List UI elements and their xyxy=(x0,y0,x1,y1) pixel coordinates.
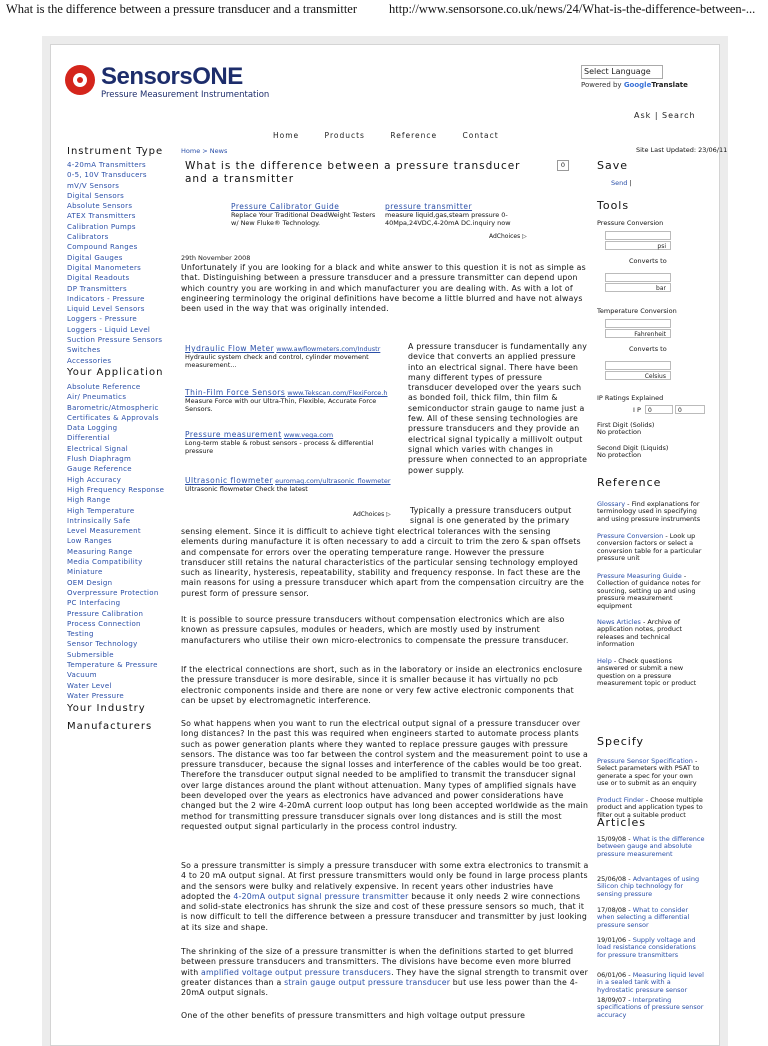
article-paragraph-3-start: Typically a pressure transducers output signal is one generated by the primary xyxy=(410,506,572,526)
article-paragraph-7 xyxy=(181,861,589,933)
instrument-type-link[interactable]: ATEX Transmitters xyxy=(67,212,136,221)
product-finder-link[interactable]: Product Finder xyxy=(597,796,644,804)
article-date: 19/01/06 xyxy=(597,936,627,944)
instrument-type-link[interactable]: Digital Readouts xyxy=(67,274,130,283)
article-title: What is the difference between a pressure transducer and a transmitter xyxy=(185,160,521,185)
site-last-updated: Site Last Updated: 23/06/11 xyxy=(636,146,728,154)
link-amplified-voltage-output[interactable]: amplified voltage output pressure transducers xyxy=(201,967,392,977)
ad-thin-film-force-sensors[interactable] xyxy=(185,389,403,413)
ip-ratings-heading: IP Ratings Explained xyxy=(597,394,664,402)
help-link[interactable]: Help xyxy=(597,657,612,665)
temperature-input[interactable] xyxy=(605,319,671,328)
instrument-type-list xyxy=(67,160,162,366)
first-digit-info xyxy=(597,422,705,437)
ask-search-links[interactable]: Ask | Search xyxy=(634,111,696,120)
breadcrumb[interactable]: Home > News xyxy=(181,147,228,155)
paragraph-text: So a pressure transmitter is simply a pressure transducer with some extra electronics to transmit a 4 to 20 mA output signal. At first pressure transmitters would only be found in large process plants and the sensors were bulky and relatively expensive. In recent years other industries have adopted the xyxy=(181,861,589,901)
article-link[interactable]: 18/09/07 - Interpreting specifications of pressure sensor accuracy xyxy=(597,996,704,1019)
instrument-type-link[interactable]: Calibrators xyxy=(67,233,109,242)
reference-text: - Archive of application notes, product releases and technical information xyxy=(597,618,683,649)
application-link[interactable]: Water Pressure xyxy=(67,691,125,700)
paragraph-text: The shrinking of the size of a pressure transmitter is when the definitions started to get blurred between pressure transducers and transmitters. The divisions have become even more blurred with xyxy=(181,947,574,977)
ip-second-digit-select[interactable]: 0 xyxy=(675,405,705,414)
temperature-to-unit-select[interactable]: Celsius xyxy=(605,371,671,380)
application-link[interactable]: OEM Design xyxy=(67,578,113,587)
ad-text: Hydraulic system check and control, cylinder movement measurement... xyxy=(185,353,369,369)
pressure-input[interactable] xyxy=(605,231,671,240)
industry-heading[interactable]: Your Industry xyxy=(67,703,146,714)
second-digit-value: No protection xyxy=(597,451,642,460)
instrument-type-link[interactable]: Calibration Pumps xyxy=(67,222,136,231)
ad-pressure-transmitter[interactable] xyxy=(385,203,535,227)
article-paragraph-4: It is possible to source pressure transducers without compensation electronics which are also known as pressure capsules, modules or headers, which are mostly used by instrument manufacturers who utilise their own micro-electronics to compensate the pressure transducer. xyxy=(181,615,569,645)
save-heading: Save xyxy=(597,159,629,172)
google-label: Google xyxy=(623,81,652,89)
measuring-guide-link[interactable]: Pressure Measuring Guide xyxy=(597,572,682,580)
application-link[interactable]: Absolute Reference xyxy=(67,383,141,391)
ad-pressure-calibrator[interactable] xyxy=(231,203,381,227)
application-link[interactable]: Media Compatibility xyxy=(67,558,143,567)
ad-text: Replace Your Traditional DeadWeight Testers w/ New Fluke® Technology. xyxy=(231,211,376,227)
specify-text: - Select parameters with PSAT to generate a spec for your own use or to submit as an enquiry xyxy=(597,757,700,788)
application-link[interactable]: Certificates & Approvals xyxy=(67,413,159,422)
sensor-specification-link[interactable]: Pressure Sensor Specification xyxy=(597,757,693,765)
temperature-conversion-label: Temperature Conversion xyxy=(597,307,677,315)
application-link[interactable]: Overpressure Protection xyxy=(67,588,159,597)
article-paragraph-5: If the electrical connections are short, such as in the laboratory or inside an electronics enclosure the pressure transducer is more desirable, since it is smaller because it has virtually no pcb electronic components inside and there are none or very few active electronic components that can be upset by electromagnetic interference. xyxy=(181,665,583,705)
temperature-from-unit-select[interactable]: Fahrenheit xyxy=(605,329,671,338)
instrument-type-link[interactable]: Indicators - Pressure xyxy=(67,294,145,303)
second-digit-label: Second Digit (Liquids) xyxy=(597,444,669,452)
nav-home[interactable]: Home xyxy=(273,131,300,140)
instrument-type-link[interactable]: Digital Manometers xyxy=(67,263,142,272)
instrument-type-link[interactable]: Digital Gauges xyxy=(67,253,123,262)
article-link[interactable]: 06/01/06 - Measuring liquid level in a sealed tank with a hydrostatic pressure sensor xyxy=(597,971,704,994)
application-link[interactable]: Process Connection xyxy=(67,619,141,628)
paragraph-text: because it only needs 2 wire connections and solid-state electronics has shrunk the size and cost of these pressure sensors so much, that it is now difficult to tell the difference between a pressure transducer and transmitter by just looking at its size and shape. xyxy=(181,891,588,932)
application-link[interactable]: Differential xyxy=(67,434,110,443)
print-page-title: What is the difference between a pressure transducer and a transmitter xyxy=(6,2,358,16)
instrument-type-link[interactable]: 0-5, 10V Transducers xyxy=(67,171,147,180)
logo-ring-icon xyxy=(65,65,95,95)
ad-url[interactable]: www.vega.com xyxy=(283,431,334,439)
reference-item xyxy=(597,533,705,563)
pressure-conversion-label: Pressure Conversion xyxy=(597,219,664,227)
ad-hydraulic-flow-meter[interactable] xyxy=(185,345,403,369)
instrument-type-link[interactable]: Absolute Sensors xyxy=(67,202,133,211)
application-link[interactable]: Vacuum xyxy=(67,671,97,680)
manufacturers-heading[interactable]: Manufacturers xyxy=(67,721,153,732)
powered-by-label: Powered by xyxy=(581,81,622,89)
article-title-link[interactable]: Interpreting specifications of pressure sensor accuracy xyxy=(597,996,704,1019)
article-link[interactable]: 17/08/08 - What to consider when selecting a differential pressure sensor xyxy=(597,906,690,929)
article-paragraph-3: sensing element. Since it is difficult to achieve tight electrical tolerances with the sensing elements during manufacture it is often necessary to add a circuit to trim the zero & span offsets and compensate for errors over the operating temperature range. However the pressure transducer still retains the natural characteristics of the particular sensing technology employed such as linearity, hysteresis, repeatability, stability and frequency response. In fact these are the main reasons for using a pressure transducer which apart from the compensation circuitry are the purest form of pressure sensor. xyxy=(181,527,584,598)
instrument-type-link[interactable]: Accessories xyxy=(67,356,112,365)
ad-url[interactable]: www.awflowmeters.com/Industr xyxy=(276,345,381,353)
article-date: 17/08/08 xyxy=(597,906,627,914)
application-link[interactable]: Measuring Range xyxy=(67,547,133,556)
reference-text: - Check questions answered or submit a new question on a pressure measurement topic or product xyxy=(597,657,697,688)
article-paragraph-8 xyxy=(181,947,589,998)
application-heading: Your Application xyxy=(67,367,164,378)
article-title-link[interactable]: Supply voltage and load resistance considerations for pressure transmitters xyxy=(597,936,696,959)
second-digit-info xyxy=(597,445,705,460)
ad-title[interactable]: pressure transmitter xyxy=(385,202,473,211)
ad-text: Measure Force with our Ultra-Thin, Flexible, Accurate Force Sensors. xyxy=(185,397,377,413)
instrument-type-link[interactable]: 4-20mA Transmitters xyxy=(67,161,147,169)
application-link[interactable]: Flush Diaphragm xyxy=(67,455,132,464)
ad-text: Long-term stable & robust sensors - process & differential pressure xyxy=(185,439,374,455)
application-link[interactable]: High Accuracy xyxy=(67,475,122,484)
instrument-type-link[interactable]: DP Transmitters xyxy=(67,284,127,293)
article-date: 15/09/08 xyxy=(597,835,627,843)
application-link[interactable]: High Frequency Response xyxy=(67,485,165,494)
nav-reference[interactable]: Reference xyxy=(390,131,438,140)
application-link[interactable]: Testing xyxy=(67,630,94,639)
article-link[interactable]: 15/09/08 - What is the difference between gauge and absolute pressure measurement xyxy=(597,835,705,858)
ad-text: Ultrasonic flowmeter Check the latest xyxy=(185,485,308,493)
translate-label: Translate xyxy=(651,81,688,89)
reference-item xyxy=(597,573,705,610)
first-digit-label: First Digit (Solids) xyxy=(597,421,655,429)
application-link[interactable]: Sensor Technology xyxy=(67,640,138,649)
ad-pressure-measurement[interactable] xyxy=(185,431,403,455)
ad-url[interactable]: euromag.com/ultrasonic_flowmeter xyxy=(275,477,391,485)
reference-text: - Find explanations for terminology used in specifying and using pressure instruments xyxy=(597,500,701,523)
brand-tagline: Pressure Measurement Instrumentation xyxy=(101,90,270,100)
article-date: 18/09/07 xyxy=(597,996,627,1004)
brand-name: SensorsONE xyxy=(101,63,243,90)
link-4-20ma-transmitter[interactable]: 4-20mA output signal pressure transmitter xyxy=(233,891,409,901)
ad-title[interactable]: Pressure Calibrator Guide xyxy=(231,202,340,211)
application-link[interactable]: Water Level xyxy=(67,681,112,690)
ad-title[interactable]: Pressure measurement xyxy=(185,430,282,439)
adchoices-badge[interactable]: AdChoices ▷ xyxy=(353,511,391,518)
application-link[interactable]: Low Ranges xyxy=(67,537,112,546)
ad-title[interactable]: Thin-Film Force Sensors xyxy=(185,388,286,397)
ad-text: measure liquid,gas,steam pressure 0-40Mpa,24VDC,4-20mA DC.inquiry now xyxy=(385,211,511,227)
reference-item xyxy=(597,501,705,523)
application-link[interactable]: PC Interfacing xyxy=(67,599,121,608)
pressure-to-unit-select[interactable]: bar xyxy=(605,283,671,292)
glossary-link[interactable]: Glossary xyxy=(597,500,626,508)
send-link[interactable]: Send | xyxy=(611,179,632,187)
instrument-type-link[interactable]: Compound Ranges xyxy=(67,243,138,252)
application-link[interactable]: Temperature & Pressure xyxy=(67,661,158,670)
article-link[interactable]: 25/06/08 - Advantages of using Silicon chip technology for sensing pressure xyxy=(597,875,700,898)
ad-url[interactable]: www.Tekscan.com/FlexiForce.h xyxy=(287,389,388,397)
article-link[interactable]: 19/01/06 - Supply voltage and load resistance considerations for pressure transmitters xyxy=(597,936,696,959)
article-paragraph-6: So what happens when you want to run the electrical output signal of a pressure transducer over long distances? In the past this was required when engineers started to automate process plants such as power generation plants where they wanted to replace pressure gauges with pressure sensors. The distance was too far between the control system and the measurement point to use a pressure transducer, because the signal losses and interference of the cables would be too great. Therefore the transducer output signal needed to be amplified to transmit the transducer signal over large distances around the plant without attenuation. Many types of amplified signals have been developed over the years as electronics have advanced and power considerations have changed but the 2 wire 4-20mA current loop output has long been accepted worldwide as the main method for transmitting pressure transducer signals over long distances and is still the most requested output signal particularly in the process control industry. xyxy=(181,719,589,831)
send-label: Send xyxy=(611,179,628,187)
ad-title[interactable]: Ultrasonic flowmeter xyxy=(185,476,274,485)
language-select[interactable]: Select Language xyxy=(581,65,663,79)
temperature-output[interactable] xyxy=(605,361,671,370)
pressure-conversion-link[interactable]: Pressure Conversion xyxy=(597,532,664,540)
application-list xyxy=(67,382,164,701)
instrument-type-link[interactable]: Liquid Level Sensors xyxy=(67,305,145,314)
application-link[interactable]: Gauge Reference xyxy=(67,465,132,474)
application-link[interactable]: Data Logging xyxy=(67,424,118,433)
reference-text: - Look up conversion factors or select a conversion table for a particular pressure unit xyxy=(597,532,702,563)
paragraph-text: . They have the signal strength to transmit over greater distances than a xyxy=(181,967,589,987)
application-link[interactable]: Submersible xyxy=(67,650,114,659)
application-link[interactable]: High Range xyxy=(67,496,111,505)
main-nav xyxy=(273,131,521,140)
application-link[interactable]: Pressure Calibration xyxy=(67,609,144,618)
print-header xyxy=(0,0,768,20)
reference-text: - Collection of guidance notes for sourcing, setting up and using pressure measurement equipment xyxy=(597,572,701,610)
news-articles-link[interactable]: News Articles xyxy=(597,618,641,626)
article-title-link[interactable]: What to consider when selecting a differential pressure sensor xyxy=(597,906,690,929)
share-counter[interactable]: 0 xyxy=(557,160,569,171)
instrument-type-heading: Instrument Type xyxy=(67,146,164,157)
tools-heading: Tools xyxy=(597,199,630,212)
powered-by-google[interactable] xyxy=(581,81,688,89)
reference-item xyxy=(597,658,705,688)
application-link[interactable]: Electrical Signal xyxy=(67,444,129,453)
article-title-link[interactable]: Measuring liquid level in a sealed tank with a hydrostatic pressure sensor xyxy=(597,971,704,994)
application-link[interactable]: High Temperature xyxy=(67,506,135,515)
instrument-type-link[interactable]: Loggers - Liquid Level xyxy=(67,325,151,334)
instrument-type-link[interactable]: Loggers - Pressure xyxy=(67,315,138,324)
ip-first-digit-select[interactable]: 0 xyxy=(645,405,673,414)
article-date: 06/01/06 xyxy=(597,971,627,979)
article-paragraph-2: A pressure transducer is fundamentally any device that converts an applied pressure into an electrical signal. There have been many different types of pressure transducer developed over the years such as bonded foil, thick film, thin film & semiconductor strain gauge to name just a few. All of these sensing technologies are pressure transducers and they provide an electrical signal typically a millivolt output signal which varies with changes in pressure when connected to an appropriate power supply. xyxy=(408,342,588,475)
application-link[interactable]: Intrinsically Safe xyxy=(67,516,131,525)
article-date: 25/06/08 xyxy=(597,875,627,883)
instrument-type-link[interactable]: Suction Pressure Sensors xyxy=(67,336,163,345)
specify-text: - Choose multiple product and application types to filter out a suitable product xyxy=(597,796,703,819)
page-frame xyxy=(50,44,728,1046)
reference-heading: Reference xyxy=(597,476,662,489)
ad-title[interactable]: Hydraulic Flow Meter xyxy=(185,344,275,353)
nav-products[interactable]: Products xyxy=(324,131,365,140)
articles-heading: Articles xyxy=(597,816,647,829)
application-link[interactable]: Air/ Pneumatics xyxy=(67,393,127,402)
article-date: 29th November 2008 xyxy=(181,254,251,262)
ip-label: I P xyxy=(633,406,641,414)
instrument-type-link[interactable]: Switches xyxy=(67,346,101,355)
adchoices-badge[interactable]: AdChoices ▷ xyxy=(489,233,527,240)
first-digit-value: No protection xyxy=(597,428,642,437)
article-paragraph-9: One of the other benefits of pressure transmitters and high voltage output pressure xyxy=(181,1011,526,1020)
logo[interactable] xyxy=(65,61,305,107)
converts-to-label: Converts to xyxy=(629,257,667,265)
link-strain-gauge-output[interactable]: strain gauge output pressure transducer xyxy=(284,977,451,987)
article-paragraph-1: Unfortunately if you are looking for a black and white answer to this question it is not as simple as that. Distinguishing between a pressure transducer and a pressure transmitter can depend upon which country you are working in and which manufacturer you are dealing with. As with a lot of engineering terminology the original definitions have become a little blurred and have not always been used in the way that was originally intended. xyxy=(181,263,586,314)
specify-heading: Specify xyxy=(597,735,645,748)
paragraph-text: but use less power than the 4-20mA output signals. xyxy=(181,977,578,998)
application-link[interactable]: Level Measurement xyxy=(67,527,141,536)
ad-ultrasonic-flowmeter[interactable] xyxy=(185,477,403,493)
reference-item xyxy=(597,619,705,649)
print-page-url: http://www.sensorsone.co.uk/news/24/What-is-the-difference-between-... xyxy=(389,2,756,16)
pressure-from-unit-select[interactable]: psi xyxy=(605,241,671,250)
pressure-output[interactable] xyxy=(605,273,671,282)
application-link[interactable]: Barometric/Atmospheric xyxy=(67,403,159,412)
converts-to-label: Converts to xyxy=(629,345,667,353)
application-link[interactable]: Miniature xyxy=(67,568,103,577)
instrument-type-link[interactable]: Digital Sensors xyxy=(67,191,125,200)
nav-contact[interactable]: Contact xyxy=(462,131,499,140)
specify-item xyxy=(597,758,705,788)
instrument-type-link[interactable]: mV/V Sensors xyxy=(67,181,120,190)
article-title-link[interactable]: Advantages of using Silicon chip technology for sensing pressure xyxy=(597,875,700,898)
article-title-link[interactable]: What is the difference between gauge and absolute pressure measurement xyxy=(597,835,705,858)
